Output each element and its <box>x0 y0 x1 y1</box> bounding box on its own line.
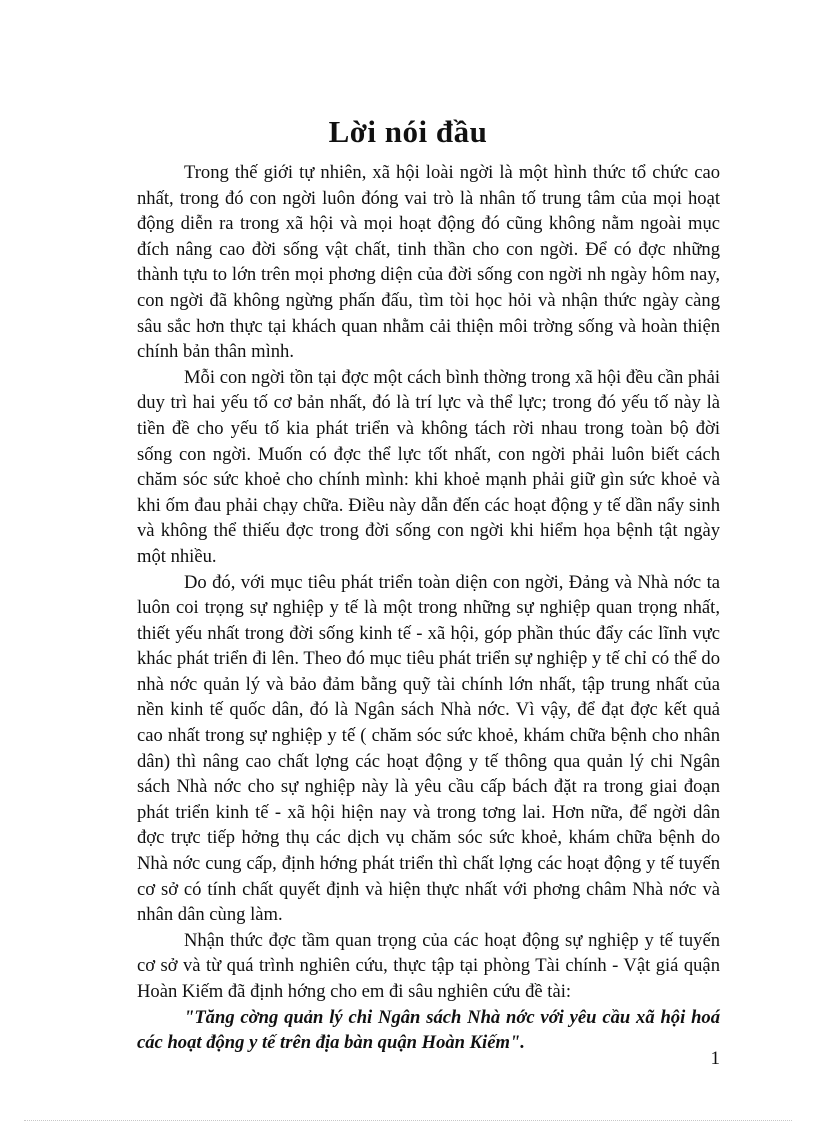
page-title: Lời nói đầu <box>328 114 488 149</box>
paragraph-intro: Trong thế giới tự nhiên, xã hội loài ngời là một hình thức tổ chức cao nhất, trong đó con ngời luôn đóng vai trò là nhân tố trung tâm của mọi hoạt động diễn ra trong xã hội và mọi hoạt động đó cũng không nằm ngoài mục đích nâng cao đời sống vật chất, tinh thần cho con ngời. Để có đợc những thành tựu to lớn trên mọi phơng diện của đời sống con ngời nh ngày hôm nay, con ngời đã không ngừng phấn đấu, tìm tòi học hỏi và nhận thức ngày càng sâu sắc hơn thực tại khách quan nhằm cải thiện môi trờng sống và hoàn thiện chính bản thân mình. <box>137 162 720 363</box>
paragraph-policy: Do đó, với mục tiêu phát triển toàn diện con ngời, Đảng và Nhà nớc ta luôn coi trọng sự nghiệp y tế là một trong những sự nghiệp quan trọng nhất, thiết yếu nhất trong đời sống kinh tế - xã hội, góp phần thúc đẩy các lĩnh vực khác phát triển đi lên. Theo đó mục tiêu phát triển sự nghiệp y tế chỉ có thể do nhà nớc quản lý và bảo đảm bằng quỹ tài chính lớn nhất, tập trung nhất của nền kinh tế quốc dân, đó là Ngân sách Nhà nớc. Vì vậy, để đạt đợc kết quả cao nhất trong sự nghiệp y tế ( chăm sóc sức khoẻ, khám chữa bệnh cho nhân dân) thì nâng cao chất lợng các hoạt động y tế thông qua quản lý chi Ngân sách Nhà nớc cho sự nghiệp này là yêu cầu cấp bách đặt ra trong giai đoạn phát triển kinh tế - xã hội hiện nay và trong tơng lai. Hơn nữa, để ngời dân đợc trực tiếp hởng thụ các dịch vụ chăm sóc sức khoẻ, khám chữa bệnh do Nhà nớc cung cấp, định hớng phát triển thì chất lợng các hoạt động y tế tuyến cơ sở có tính chất quyết định và hiện thực nhất với phơng châm Nhà nớc và nhân dân cùng làm. <box>137 571 720 926</box>
paragraph-health: Mỗi con ngời tồn tại đợc một cách bình thờng trong xã hội đều cần phải duy trì hai yếu tố cơ bản nhất, đó là trí lực và thể lực; trong đó yếu tố này là tiền đề cho yếu tố kia phát triển và không tách rời nhau trong toàn bộ đời sống con ngời. Muốn có đợc thể lực tốt nhất, con ngời phải luôn biết cách chăm sóc sức khoẻ cho chính mình: khi khoẻ mạnh phải giữ gìn sức khoẻ và khi ốm đau phải chạy chữa. Điều này dẫn đến các hoạt động y tế dần nẩy sinh và không thể thiếu đợc trong đời sống con ngời khi hiểm họa bệnh tật ngày một nhiều. <box>137 366 720 567</box>
page-number: 1 <box>710 1048 720 1069</box>
paragraph-research: Nhận thức đợc tầm quan trọng của các hoạt động sự nghiệp y tế tuyến cơ sở và từ quá trình nghiên cứu, thực tập tại phòng Tài chính - Vật giá quận Hoàn Kiếm đã định hớng cho em đi sâu nghiên cứu đề tài: <box>137 929 720 1002</box>
thesis-topic: "Tăng cờng quản lý chi Ngân sách Nhà nớc với yêu cầu xã hội hoá các hoạt động y tế trên địa bàn quận Hoàn Kiếm". <box>137 1006 720 1054</box>
page-bottom-divider <box>24 1120 792 1121</box>
body-text <box>137 160 720 1056</box>
